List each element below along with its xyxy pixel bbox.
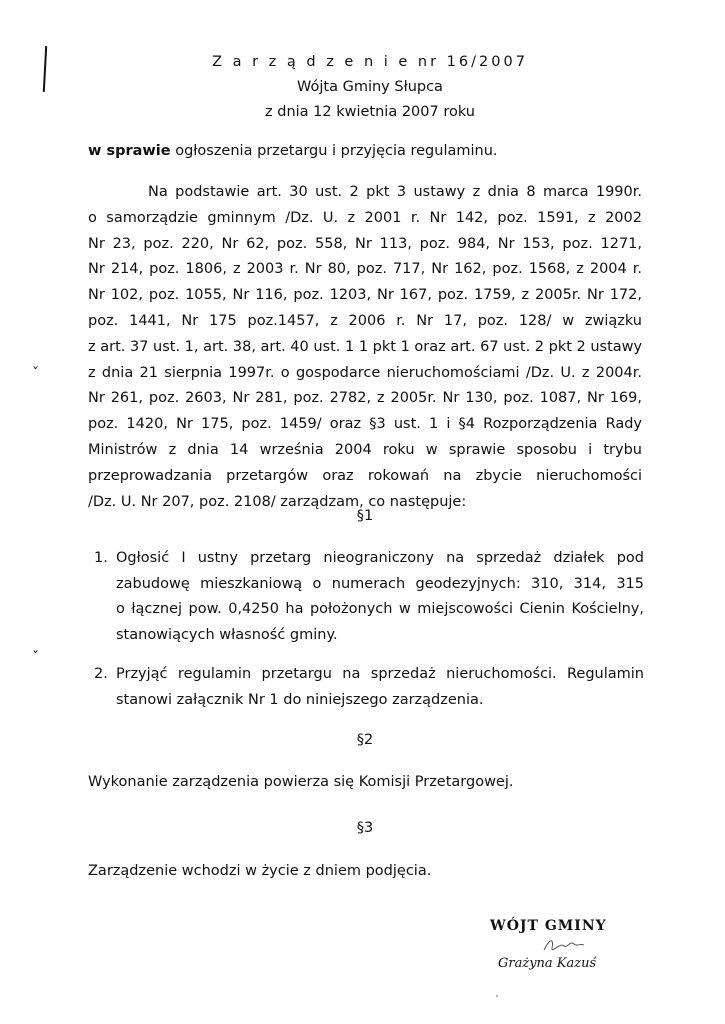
- signatory-name: Grażyna Kazuś: [498, 956, 597, 971]
- basis-line: Na podstawie art. 30 ust. 2 pkt 3 ustawy z dnia 8 marca 1990r.: [148, 184, 642, 200]
- basis-line: z art. 37 ust. 1, art. 38, art. 40 ust. 1 1 pkt 1 oraz art. 67 ust. 2 pkt 2 ustawy: [88, 338, 643, 355]
- list-item-line: Przyjąć regulamin przetargu na sprzedaż nieruchomości. Regulamin: [116, 666, 644, 682]
- list-item-number: 2.: [94, 666, 108, 682]
- basis-line: Nr 261, poz. 2603, Nr 281, poz. 2782, z 2005r. Nr 130, poz. 1087, Nr 169,: [88, 390, 642, 407]
- basis-line: przeprowadzania przetargów oraz rokowań na zbycie nieruchomości: [88, 467, 642, 484]
- legal-basis-paragraph: [88, 180, 642, 515]
- subject-prefix: w sprawie: [88, 143, 171, 159]
- section-text: Zarządzenie wchodzi w życie z dniem podjęcia.: [88, 863, 432, 879]
- section-heading: §3: [356, 820, 374, 836]
- basis-line: Nr 102, poz. 1055, Nr 116, poz. 1203, Nr 167, poz. 1759, z 2005r. Nr 172,: [88, 287, 642, 304]
- list-item-number: 1.: [94, 550, 108, 566]
- scan-speck: [496, 995, 498, 997]
- section-heading: §1: [356, 508, 374, 524]
- stamp-title: WÓJT GMINY: [490, 918, 607, 934]
- subject-line: [88, 143, 648, 159]
- basis-line: z dnia 21 sierpnia 1997r. o gospodarce nieruchomościami /Dz. U. z 2004r.: [88, 364, 642, 381]
- list-item: [94, 546, 644, 648]
- margin-tick-mark: ˇ: [32, 650, 39, 666]
- official-stamp: [490, 918, 630, 971]
- section-heading: §2: [356, 732, 374, 748]
- basis-line: o samorządzie gminnym /Dz. U. z 2001 r. Nr 142, poz. 1591, z 2002: [88, 209, 642, 226]
- list-item-line: stanowiących własność gminy.: [116, 626, 338, 643]
- issuer: Wójta Gminy Słupca: [297, 79, 443, 95]
- section-text: Wykonanie zarządzenia powierza się Komisji Przetargowej.: [88, 774, 514, 790]
- list-item: [94, 662, 644, 713]
- list-item-line: Ogłosić I ustny przetarg nieograniczony na sprzedaż działek pod: [116, 550, 644, 566]
- issue-date: z dnia 12 kwietnia 2007 roku: [265, 104, 475, 120]
- basis-line: Nr 23, poz. 220, Nr 62, poz. 558, Nr 113, poz. 984, Nr 153, poz. 1271,: [88, 235, 642, 252]
- basis-line: poz. 1420, Nr 175, poz. 1459/ oraz §3 ust. 1 i §4 Rozporządzenia Rady: [88, 416, 642, 433]
- basis-line: Ministrów z dnia 14 września 2004 roku w sprawie sposobu i trybu: [88, 441, 642, 458]
- handwritten-signature: [540, 934, 588, 956]
- basis-line: /Dz. U. Nr 207, poz. 2108/ zarządzam, co następuje:: [88, 493, 467, 510]
- basis-line: poz. 1441, Nr 175 poz.1457, z 2006 r. Nr 17, poz. 128/ w związku: [88, 312, 642, 329]
- margin-bar-mark: [43, 46, 47, 92]
- list-item-line: zabudowę mieszkaniową o numerach geodezyjnych: 310, 314, 315: [116, 575, 644, 592]
- document-header: [180, 50, 560, 125]
- ordinance-number: Z a r z ą d z e n i e nr 16/2007: [212, 54, 528, 70]
- list-item-line: o łącznej pow. 0,4250 ha położonych w miejscowości Cienin Kościelny,: [116, 601, 644, 617]
- subject-text: ogłoszenia przetargu i przyjęcia regulaminu.: [170, 143, 498, 159]
- list-item-line: stanowi załącznik Nr 1 do niniejszego zarządzenia.: [116, 691, 484, 708]
- margin-tick-mark: ˇ: [32, 366, 39, 382]
- basis-line: Nr 214, poz. 1806, z 2003 r. Nr 80, poz. 717, Nr 162, poz. 1568, z 2004 r.: [88, 261, 642, 278]
